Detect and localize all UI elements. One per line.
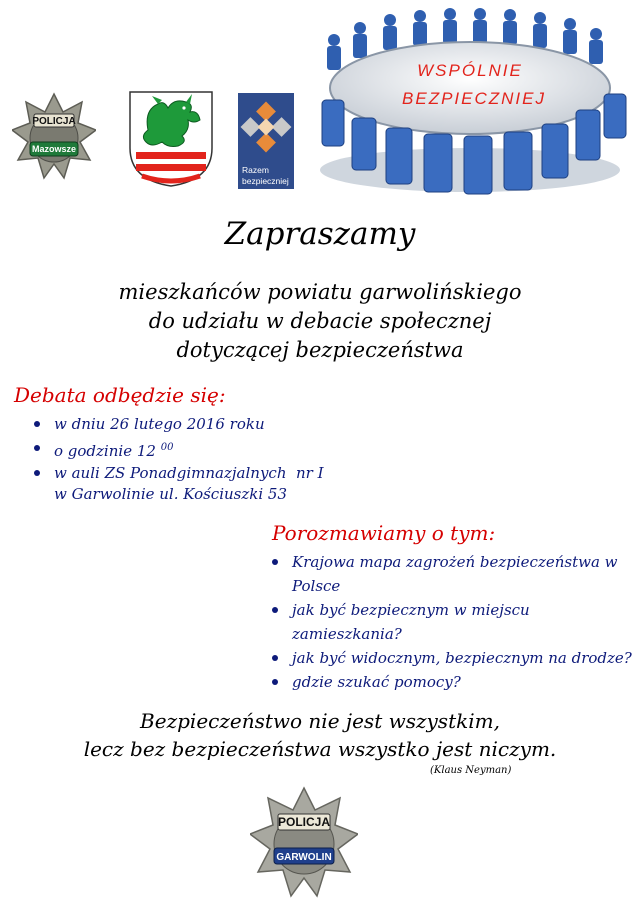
invite-line-3: dotyczącej bezpieczeństwa [176,338,464,362]
badge-bottom-word: POLICJA [277,815,331,829]
debate-place-line-2: w Garwolinie ul. Kościuszki 53 [54,485,287,503]
circle-line-2: BEZPIECZNIEJ [402,89,546,108]
page-title: Zapraszamy [224,216,416,252]
list-item: jak być bezpiecznym w miejscu zamieszkania? [272,598,640,646]
debate-details-list [34,412,354,505]
quote [0,707,640,763]
garwolin-coat-of-arms-logo [128,90,214,188]
debate-date: w dniu 26 lutego 2016 roku [54,415,265,433]
badge-bottom-region: GARWOLIN [276,852,332,863]
list-item: jak być widocznym, bezpiecznym na drodze? [272,646,640,670]
topics-heading: Porozmawiamy o tym: [272,521,496,545]
circle-of-people-illustration [300,0,640,200]
list-item [34,436,354,463]
debate-place-line-1: w auli ZS Ponadgimnazjalnych nr I [54,464,324,482]
quote-author: (Klaus Neyman) [430,765,512,776]
invite-line-2: do udziału w debacie społecznej [148,309,492,333]
list-item [34,412,354,436]
razem-label-2: bezpieczniej [242,176,289,186]
razem-bezpieczniej-logo [238,93,294,189]
badge-top-word: POLICJA [32,116,76,127]
police-garwolin-badge-logo [250,786,358,898]
invite-line-1: mieszkańców powiatu garwolińskiego [118,280,522,304]
list-item: Krajowa mapa zagrożeń bezpieczeństwa w Polsce [272,550,640,598]
list-item [34,463,354,505]
quote-line-2: lecz bez bezpieczeństwa wszystko jest niczym. [83,737,557,761]
razem-label-1: Razem [242,165,269,175]
police-mazowsze-badge-logo [12,92,96,180]
debate-time: o godzinie 12 [54,442,156,460]
quote-line-1: Bezpieczeństwo nie jest wszystkim, [140,709,500,733]
badge-top-region: Mazowsze [31,144,77,154]
debate-heading: Debata odbędzie się: [14,383,226,407]
list-item: gdzie szukać pomocy? [272,670,640,694]
topics-list [272,550,640,694]
invitation-text [0,278,640,365]
circle-line-1: WSPÓLNIE [417,61,523,80]
debate-time-sup: 00 [160,442,174,453]
